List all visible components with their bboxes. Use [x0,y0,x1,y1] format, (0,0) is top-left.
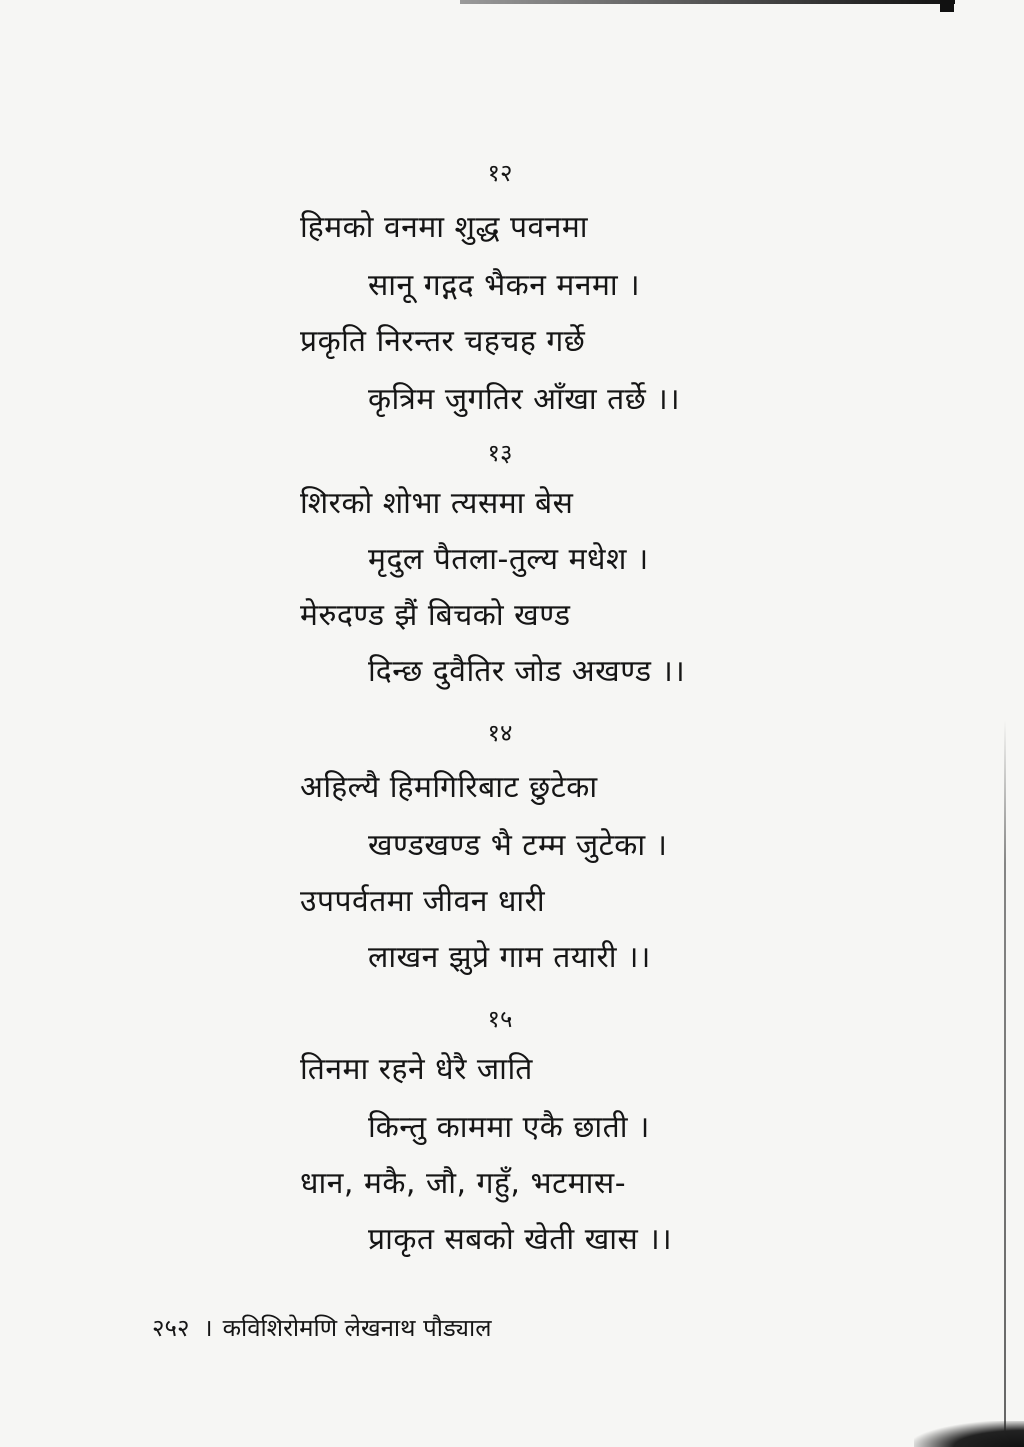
footer-separator: । [203,1314,213,1342]
verse-line: खण्डखण्ड भै टम्म जुटेका । [368,828,668,863]
stanza-number: १२ [487,159,513,187]
verse-line: कृत्रिम जुगतिर आँखा तर्छे ।। [368,382,681,417]
page-right-edge-shadow [1004,720,1006,1440]
verse-line: उपपर्वतमा जीवन धारी [300,884,546,919]
stanza-number: १५ [487,1005,513,1033]
verse-line: शिरको शोभा त्यसमा बेस [300,486,574,521]
verse-line: लाखन झुप्रे गाम तयारी ।। [368,940,651,975]
verse-line: प्रकृति निरन्तर चहचह गर्छे [300,324,586,359]
verse-line: हिमको वनमा शुद्ध पवनमा [300,210,589,245]
page-top-rule [460,0,955,4]
verse-line: प्राकृत सबको खेती खास ।। [368,1222,673,1257]
stanza-number: १३ [487,439,513,467]
page-number: २५२ [152,1314,190,1342]
verse-line: दिन्छ दुवैतिर जोड अखण्ड ।। [368,654,686,689]
verse-line: मृदुल पैतला-तुल्य मधेश । [368,542,649,577]
page-top-rule-end [940,0,954,12]
verse-line: मेरुदण्ड झैं बिचको खण्ड [300,598,571,633]
verse-line: तिनमा रहने धेरै जाति [300,1052,533,1087]
verse-line: सानू गद्गद भैकन मनमा । [368,268,641,303]
stanza-number: १४ [487,719,513,747]
verse-line: धान, मकै, जौ, गहुँ, भटमास- [300,1166,627,1201]
page-footer [152,1312,492,1344]
page-corner-shadow [914,1421,1024,1447]
verse-line: किन्तु काममा एकै छाती । [368,1110,650,1145]
book-title: कविशिरोमणि लेखनाथ पौड्याल [222,1314,492,1342]
verse-line: अहिल्यै हिमगिरिबाट छुटेका [300,770,598,805]
